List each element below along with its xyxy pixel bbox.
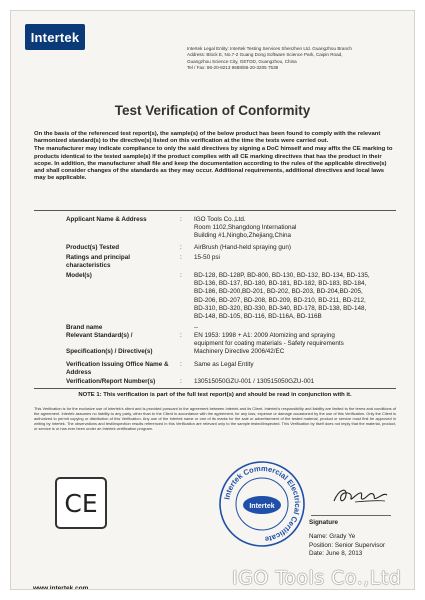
brand-label: Brand name	[66, 324, 103, 331]
watermark-text: IGO Tools Co.,Ltd	[232, 567, 402, 589]
directives-value: Machinery Directive 2006/42/EC	[194, 348, 285, 355]
models-label: Model(s)	[66, 272, 92, 279]
signer-name: Name: Grady Ye	[309, 533, 356, 541]
models-value	[194, 272, 406, 321]
signature-date: Date: June 8, 2013	[309, 549, 363, 557]
footer-url: www.intertek.com	[33, 585, 89, 590]
models-line: BD-206, BD-207, BD-208, BD-209, BD-210, BD-211, BD-212,	[194, 296, 366, 304]
product-value: AirBrush (Hand-held spraying gun)	[194, 244, 291, 251]
ce-mark-text: CE	[64, 489, 98, 517]
signature-block	[309, 519, 385, 558]
office-label: Verification Issuing Office Name &	[66, 361, 169, 368]
report-label: Verification/Report Number(s)	[66, 378, 156, 385]
models-line: BD-136, BD-137, BD-180, BD-181, BD-182, BD-183, BD-184,	[194, 280, 367, 288]
report-value: 130515050GZU-001 / 130515050GZU-001	[194, 378, 315, 385]
applicant-address-1: Room 1102,Shangdong International	[194, 224, 297, 232]
fine-print: This Verification is for the exclusive use of Intertek's client and is provided pursuant to the agreement between Intertek and its Client. Intertek's responsibility and liability are limited to the terms and conditions of the agreement. Intertek assumes no liability to any party, other than to the Client in accordance with the agreement, for any loss, expense or damage occasioned by the use of this Verification. Only the Client is authorized to permit copying or distribution of this Verification. Any use of the Intertek name or one of its marks for the sale or advertisement of the tested material, product or service must first be approved in writing by Intertek. The observations and test/inspection results referenced in this Verification are relevant only to the sample tested/inspected. This Verification by itself does not imply that the material, product, or service is or has ever been under an Intertek certification program.	[34, 406, 396, 432]
standards-line-1: EN 1953: 1998 + A1: 2009 Atomizing and spraying	[194, 332, 335, 339]
stamp-ring-text: Intertek Commercial Electrical Certificate	[222, 463, 303, 544]
divider-bottom	[34, 388, 396, 389]
models-line: BD-148, BD-105, BD-116, BD-116A, BD-116B	[194, 313, 322, 321]
models-line: BD-128, BD-128P, BD-800, BD-130, BD-132, BD-134, BD-135,	[194, 272, 370, 279]
address-line-1: Address: Block E, No.7-2 Guang Dong Software Science Park, Caipin Road,	[187, 52, 343, 58]
signature-line	[311, 515, 391, 516]
directives-label: Specification(s) / Directive(s)	[66, 348, 153, 355]
intro-text	[34, 131, 396, 183]
standards-label: Relevant Standard(s) /	[66, 332, 133, 339]
certification-stamp	[217, 459, 307, 549]
address-line-2: Guangzhou Science City, GETDD, Guangzhou, China	[187, 58, 297, 64]
signer-position: Position: Senior Supervisor	[309, 541, 385, 549]
ce-mark	[55, 477, 107, 529]
applicant-name: IGO Tools Co.,Ltd.	[194, 216, 246, 223]
divider-top	[34, 210, 396, 211]
legal-entity-line: Intertek Legal Entity: Intertek Testing Services Shenzhen Ltd. Guangzhou Branch	[187, 46, 352, 51]
applicant-address-2: Building #1,Ningbo,Zhejiang,China	[194, 232, 291, 240]
signature-caption: Signature	[309, 519, 339, 526]
page-title: Test Verification of Conformity	[114, 103, 311, 118]
applicant-label: Applicant Name & Address	[66, 216, 147, 223]
note-text: NOTE 1: This verification is part of the full test report(s) and should be read in conjunction with it.	[78, 392, 352, 398]
intro-paragraph-1: On the basis of the referenced test report(s), the sample(s) of the below product has been found to comply with the relevant harmonized standard(s) to the directive(s) listed on this verification at the time the tests were carried out.	[34, 131, 381, 145]
handwritten-signature	[329, 483, 389, 509]
ratings-label: Ratings and principal	[66, 254, 131, 261]
standards-line-2: equipment for coating materials - Safety requirements	[194, 340, 344, 348]
ratings-value: 15-50 psi	[194, 254, 220, 261]
models-line: BD-186, BD-200,BD-201, BD-202, BD-203, BD-204,BD-205,	[194, 288, 363, 296]
office-label-2: Address	[66, 369, 92, 377]
office-value: Same as Legal Entity	[194, 361, 254, 368]
brand-value: --	[194, 324, 199, 331]
ce-logo-icon	[61, 489, 101, 517]
header-address	[187, 46, 409, 71]
tel-fax-line: Tel / Fax: 86-20-8213 9688/86-20-3205 7538	[187, 64, 279, 70]
product-label: Product(s) Tested	[66, 244, 120, 251]
ratings-label-2: characteristics	[66, 262, 111, 270]
intertek-logo: Intertek	[25, 24, 85, 50]
intro-paragraph-2: The manufacturer may indicate compliance to only the said directives by signing a DoC himself and may affix the CE marking to products identical to the tested sample(s) if the product complies with all CE marking directives that has the product in their scope. In addition, the manufacturer shall file and keep the documentation according to the rules of the applicable directive(s) and shall consider changes of the standards as they may occur. Additional requirements, additional directives and local laws may be applicable.	[34, 146, 393, 182]
models-line: BD-310, BD-320, BD-330, BD-340, BD-178, BD-138, BD-148,	[194, 304, 367, 312]
certificate-page: Intertek Intertek Legal Entity: Intertek Testing Services Shenzhen Ltd. Guangzhou Branch Address: Block E, No.7-2 Guang Dong Software Science Park, Caipin Road, Guangzhou Science City, GETDD, Guangzhou, China Tel / Fax: 86-20-8213 9688/86-20-3205 7538 Test Verification of Conformity On the basis of the referenced test report(s), the sample(s) of the below product has been found to comply with the relevant harmonized standard(s) to the directive(s) listed on this verification at the time the tests were carried out. The manufacturer may indicate compliance to only the said directives by signing a DoC himself and may affix the CE marking to products identical to the tested sample(s) if the product complies with all CE marking directives that has the product in their scope. In addition, the manufacturer shall file and keep the documentation according to the rules of the applicable directive(s) and shall consider changes of the standards as they may occur. Additional requirements, additional directives and local laws may be applicable. Applicant Name & Address : IGO Tools Co.,Ltd. Room 1102,Shangdong International Building #1,Ningbo,Zhejiang,China Product(s) Tested : AirBrush (Hand-held spraying gun) Ratings and principal characteristics : 15-50 psi Model(s) : BD-128, BD-128P, BD-800, BD-130, BD-132, BD-134, BD-135, BD-136, BD-137, BD-180, BD-181, BD-182, BD-183, BD-184, BD-186, BD-200,BD-201, BD-202, BD-203, BD-204,BD-205, BD-206, BD-207, BD-208, BD-209, BD-210, BD-211, BD-212, BD-310, BD-320, BD-330, BD-340, BD-178, BD-138, BD-148, BD-148, BD-105, BD-116, BD-116A, BD-116B Brand name -- Relevant Standard(s) / : EN 1953: 1998 + A1: 2009 Atomizing and spraying equipment for coating materials - Safety requirements Specification(s) / Directive(s) Machinery Directive 2006/42/EC Verification Issuing Office Name & Address : Same as Legal Entity Verification/Report Number(s) : 130515050GZU-001 / 130515050GZU-001 NOTE 1: This verification is part of the full test report(s) and should be read in conjunction with it. This Verification is for the exclusive use of Intertek's client and is provided pursuant to the agreement between Intertek and its Client. Intertek's responsibility and liability are limited to the terms and conditions of the agreement. Intertek assumes no liability to any party, other than to the Client in accordance with the agreement, for any loss, expense or damage occasioned by the use of this Verification. Only the Client is authorized to permit copying or distribution of this Verification. Any use of the Intertek name or one of its marks for the sale or advertisement of the tested material, product or service must first be approved in writing by Intertek. The observations and test/inspection results referenced in this Verification are relevant only to the sample tested/inspected. This Verification by itself does not imply that the material, product, or service is or has ever been under an Intertek certification program. CE Intertek Commercial Electrical Certificate Intertek Signature Name: Grady Ye Position: Senior Supervisor Date: June 8, 2013 www.intertek.com	[10, 10, 415, 590]
stamp-center-text: Intertek	[249, 503, 275, 510]
